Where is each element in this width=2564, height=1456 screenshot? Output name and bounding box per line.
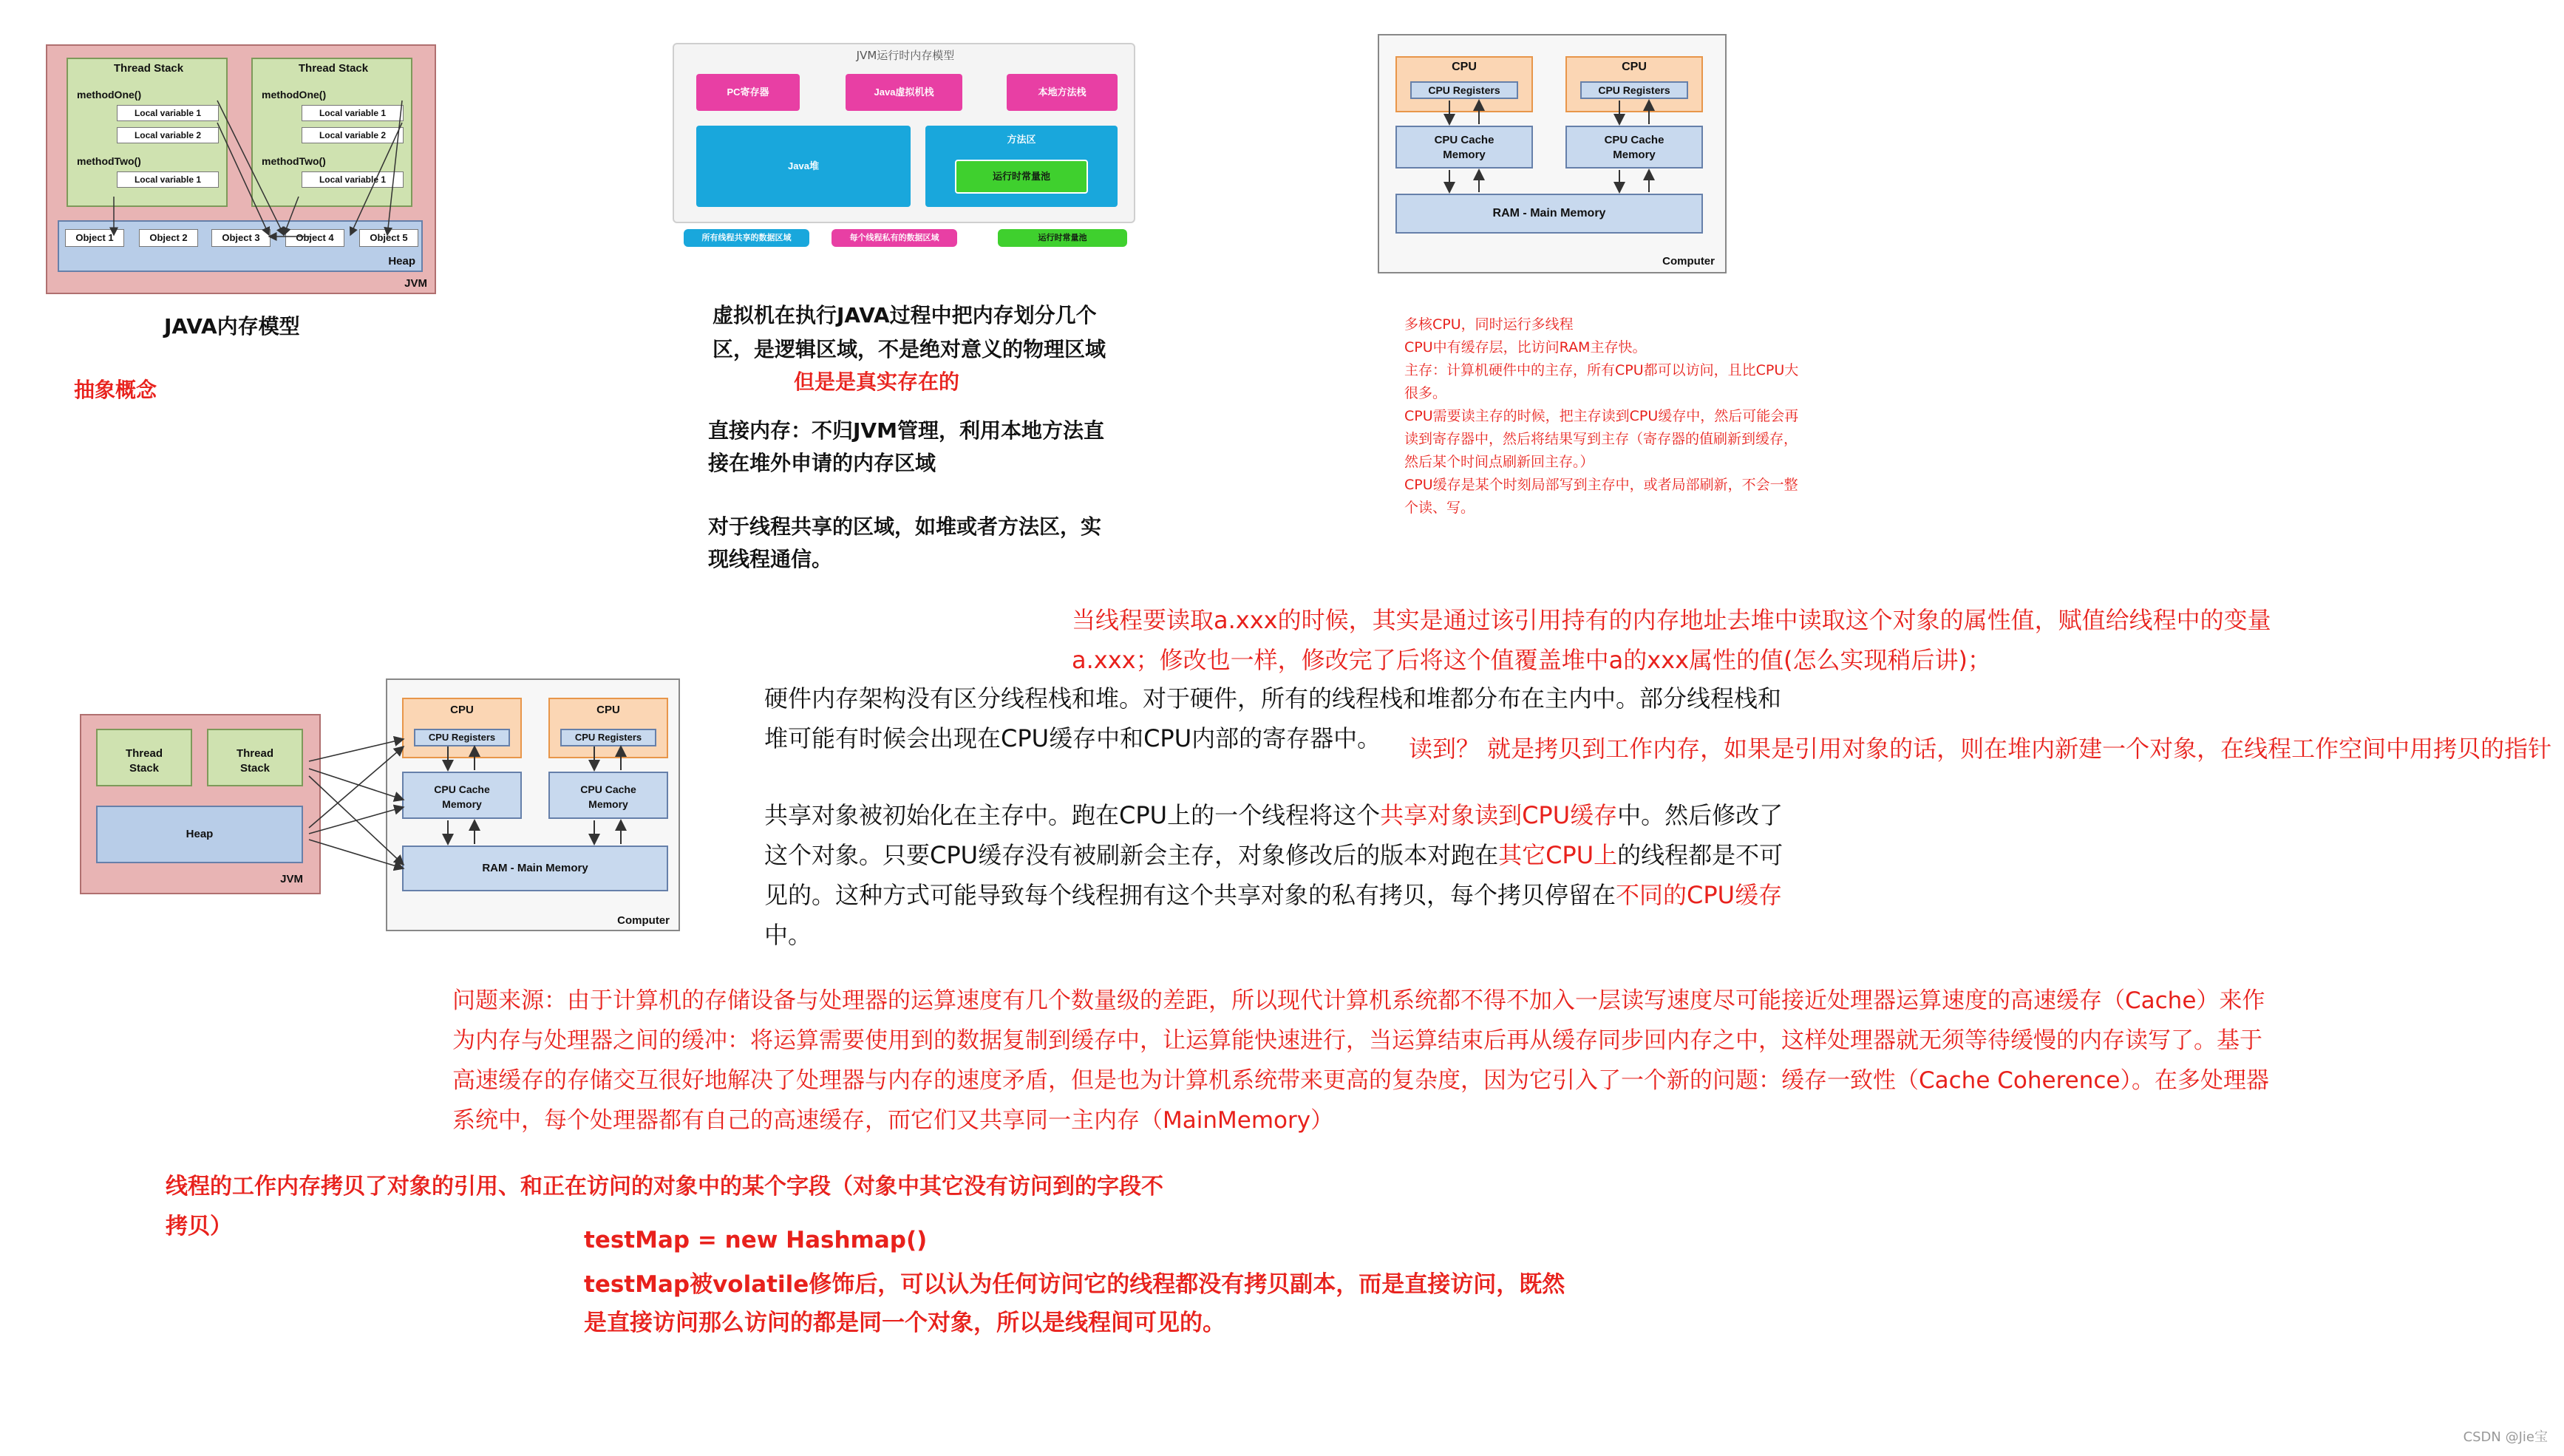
object-box: Object 5 (359, 229, 418, 247)
java-heap-box: Java堆 (696, 126, 911, 207)
highlight-segment: 其它CPU上 (1498, 841, 1618, 869)
constant-pool-box: 运行时常量池 (955, 160, 1088, 194)
jvm-memory-model-diagram (46, 44, 436, 294)
shared-object-note-line3 (764, 875, 1782, 915)
read-axxx-note-line2: a.xxx；修改也一样，修改完了后将这个值覆盖堆中a的xxx属性的值(怎么实现稍后讲)； (1072, 646, 1991, 674)
object-box: Object 3 (211, 229, 271, 247)
computer-label: Computer (1662, 255, 1715, 268)
csdn-watermark: CSDN @Jie宝 (2463, 1429, 2548, 1445)
mapping-computer-box (386, 678, 680, 931)
object-box: Object 4 (285, 229, 344, 247)
method-two-label: methodTwo() (77, 155, 141, 167)
computer-hardware-diagram (1378, 34, 1727, 273)
jvm-model-caption: JAVA内存模型 (164, 314, 300, 339)
cpu-note-line: 多核CPU，同时运行多线程 (1404, 316, 1574, 333)
volatile-code-line: testMap = new Hashmap() (584, 1227, 928, 1253)
thread-stack-1-title: Thread Stack (113, 62, 184, 75)
thread-stack-2-title: Thread Stack (298, 62, 369, 75)
problem-note-line1: 问题来源：由于计算机的存储设备与处理器的运算速度有几个数量级的差距，所以现代计算机系统都不得不加入一层读写速度尽可能接近处理器运算速度的高速缓存（Cache）来作 (452, 987, 2265, 1014)
cpu-note-line: 读到寄存器中，然后将结果写到主存（寄存器的值刷新到缓存， (1404, 431, 1798, 447)
cpu-note-line: 个读、写。 (1404, 500, 1475, 516)
cpu-note-line: 然后某个时间点刷新回主存。） (1404, 454, 1594, 470)
working-copy-note-line2: 拷贝） (166, 1214, 232, 1239)
read-axxx-note-line1: 当线程要读取a.xxx的时候，其实是通过该引用持有的内存地址去堆中读取这个对象的属性值，赋值给线程中的变量 (1072, 606, 2271, 634)
local-variable-box: Local variable 1 (117, 171, 219, 188)
ram-main-memory-box: RAM - Main Memory (1395, 194, 1703, 234)
shared-area-note-line1: 对于线程共享的区域，如堆或者方法区，实 (708, 514, 1102, 539)
method-two-label: methodTwo() (262, 155, 326, 167)
mapping-heap-box: Heap (96, 806, 303, 863)
volatile-note-line2: 是直接访问那么访问的都是同一个对象，所以是线程间可见的。 (584, 1310, 1225, 1336)
shared-object-note-line4: 中。 (764, 921, 812, 949)
local-variable-box: Local variable 1 (302, 105, 404, 121)
method-area-box (925, 126, 1118, 207)
cpu-label: CPU (1452, 61, 1477, 73)
mapping-thread-stack-2: Thread Stack (207, 729, 303, 786)
cpu-notes (1404, 313, 1798, 520)
local-variable-box: Local variable 1 (117, 105, 219, 121)
object-box: Object 2 (139, 229, 198, 247)
mapping-cache-box-1: CPU Cache Memory (402, 772, 522, 819)
data-flow-arrows (1379, 35, 1728, 275)
legend-constant-pool: 运行时常量池 (998, 229, 1127, 247)
direct-memory-note-line1: 直接内存：不归JVM管理，利用本地方法直 (708, 418, 1104, 443)
runtime-diagram-title: JVM运行时内存模型 (856, 49, 955, 62)
hardware-note-line1: 硬件内存架构没有区分线程栈和堆。对于硬件，所有的线程栈和堆都分布在主内中。部分线程栈和 (764, 684, 1782, 712)
object-box: Object 1 (65, 229, 124, 247)
method-one-label: methodOne() (77, 89, 142, 101)
local-variable-box: Local variable 1 (302, 171, 404, 188)
cpu-note-line: CPU需要读主存的时候，把主存读到CPU缓存中，然后可能会再 (1404, 408, 1799, 424)
text-segment: 见的。这种方式可能导致每个线程拥有这个共享对象的私有拷贝，每个拷贝停留在 (764, 881, 1616, 909)
cpu-label: CPU (450, 704, 474, 716)
problem-note-line2: 为内存与处理器之间的缓冲：将运算需要使用到的数据复制到缓存中，让运算能快速进行，当运算结束后再从缓存同步回内存之中，这样处理器就无须等待缓慢的内存读写了。基于 (452, 1027, 2262, 1054)
cpu-note-line: 主存：计算机硬件中的主存，所有CPU都可以访问，且比CPU大 (1404, 362, 1799, 378)
jvm-divide-note-line3: 但是是真实存在的 (794, 370, 960, 394)
copy-to-working-memory-note: 读到？ 就是拷贝到工作内存，如果是引用对象的话，则在堆内新建一个对象，在线程工作空间中用拷贝的指针 (1409, 735, 2552, 763)
highlight-segment: 不同的CPU缓存 (1616, 881, 1783, 909)
cpu-label: CPU (596, 704, 620, 716)
text-segment: 的线程都是不可 (1617, 841, 1783, 869)
mapping-thread-stack-1: Thread Stack (96, 729, 192, 786)
mapping-internal-arrows (387, 680, 681, 933)
mapping-ram-box: RAM - Main Memory (402, 846, 668, 891)
jvm-divide-note-line2: 区，是逻辑区域，不是绝对意义的物理区域 (713, 337, 1106, 361)
mapping-computer-label: Computer (617, 914, 670, 927)
native-stack-box: 本地方法栈 (1007, 74, 1118, 111)
cpu-cache-box-1: CPU Cache Memory (1395, 126, 1533, 169)
cpu-registers-box: CPU Registers (1580, 81, 1688, 99)
local-variable-box: Local variable 2 (117, 127, 219, 143)
problem-note-line4: 系统中，每个处理器都有自己的高速缓存，而它们又共享同一主内存（MainMemory） (452, 1107, 1334, 1134)
jvm-divide-note-line1: 虚拟机在执行JAVA过程中把内存划分几个 (713, 303, 1097, 327)
method-one-label: methodOne() (262, 89, 327, 101)
legend-shared-area: 所有线程共享的数据区域 (684, 229, 809, 247)
method-area-label: 方法区 (1007, 134, 1036, 145)
problem-note-line3: 高速缓存的存储交互很好地解决了处理器与内存的速度矛盾，但是也为计算机系统带来更高的复杂度，因为它引入了一个新的问题：缓存一致性（Cache Coherence）。在多处理器 (452, 1067, 2269, 1094)
shared-object-note-line1 (764, 795, 1783, 835)
pc-register-box: PC寄存器 (696, 74, 800, 111)
legend-private-area: 每个线程私有的数据区域 (832, 229, 957, 247)
mapping-jvm-box (80, 714, 321, 894)
jvm-runtime-diagram (673, 43, 1135, 223)
reference-arrows (47, 46, 438, 296)
cpu-registers-box: CPU Registers (414, 729, 510, 746)
cpu-cache-box-2: CPU Cache Memory (1565, 126, 1703, 169)
direct-memory-note-line2: 接在堆外申请的内存区域 (708, 451, 936, 475)
abstract-concept-note: 抽象概念 (74, 378, 157, 402)
working-copy-note-line1: 线程的工作内存拷贝了对象的引用、和正在访问的对象中的某个字段（对象中其它没有访问到的字段不 (166, 1174, 1163, 1200)
text-segment: 中。然后修改了 (1617, 801, 1783, 829)
mapping-cache-box-2: CPU Cache Memory (548, 772, 668, 819)
jvm-label: JVM (404, 277, 427, 290)
cpu-note-line: CPU缓存是某个时刻局部写到主存中，或者局部刷新，不会一整 (1404, 477, 1798, 493)
text-segment: 这个对象。只要CPU缓存没有被刷新会主存，对象修改后的版本对跑在 (764, 841, 1499, 869)
text-segment: 共享对象被初始化在主存中。跑在CPU上的一个线程将这个 (764, 801, 1381, 829)
hardware-note-line2: 堆可能有时候会出现在CPU缓存中和CPU内部的寄存器中。 (764, 724, 1381, 752)
volatile-note-line1: testMap被volatile修饰后，可以认为任何访问它的线程都没有拷贝副本，而是直接访问，既然 (584, 1271, 1565, 1298)
highlight-segment: 共享对象读到CPU缓存 (1380, 801, 1618, 829)
local-variable-box: Local variable 2 (302, 127, 404, 143)
cpu-note-line: 很多。 (1404, 385, 1447, 401)
cpu-registers-box: CPU Registers (560, 729, 656, 746)
shared-object-note-line2 (764, 835, 1783, 875)
shared-area-note-line2: 现线程通信。 (708, 547, 833, 571)
mapping-jvm-label: JVM (280, 873, 303, 885)
jvm-stack-box: Java虚拟机栈 (846, 74, 962, 111)
heap-label: Heap (388, 255, 415, 268)
cpu-label: CPU (1622, 61, 1647, 73)
cpu-note-line: CPU中有缓存层，比访问RAM主存快。 (1404, 339, 1647, 356)
cpu-registers-box: CPU Registers (1410, 81, 1518, 99)
